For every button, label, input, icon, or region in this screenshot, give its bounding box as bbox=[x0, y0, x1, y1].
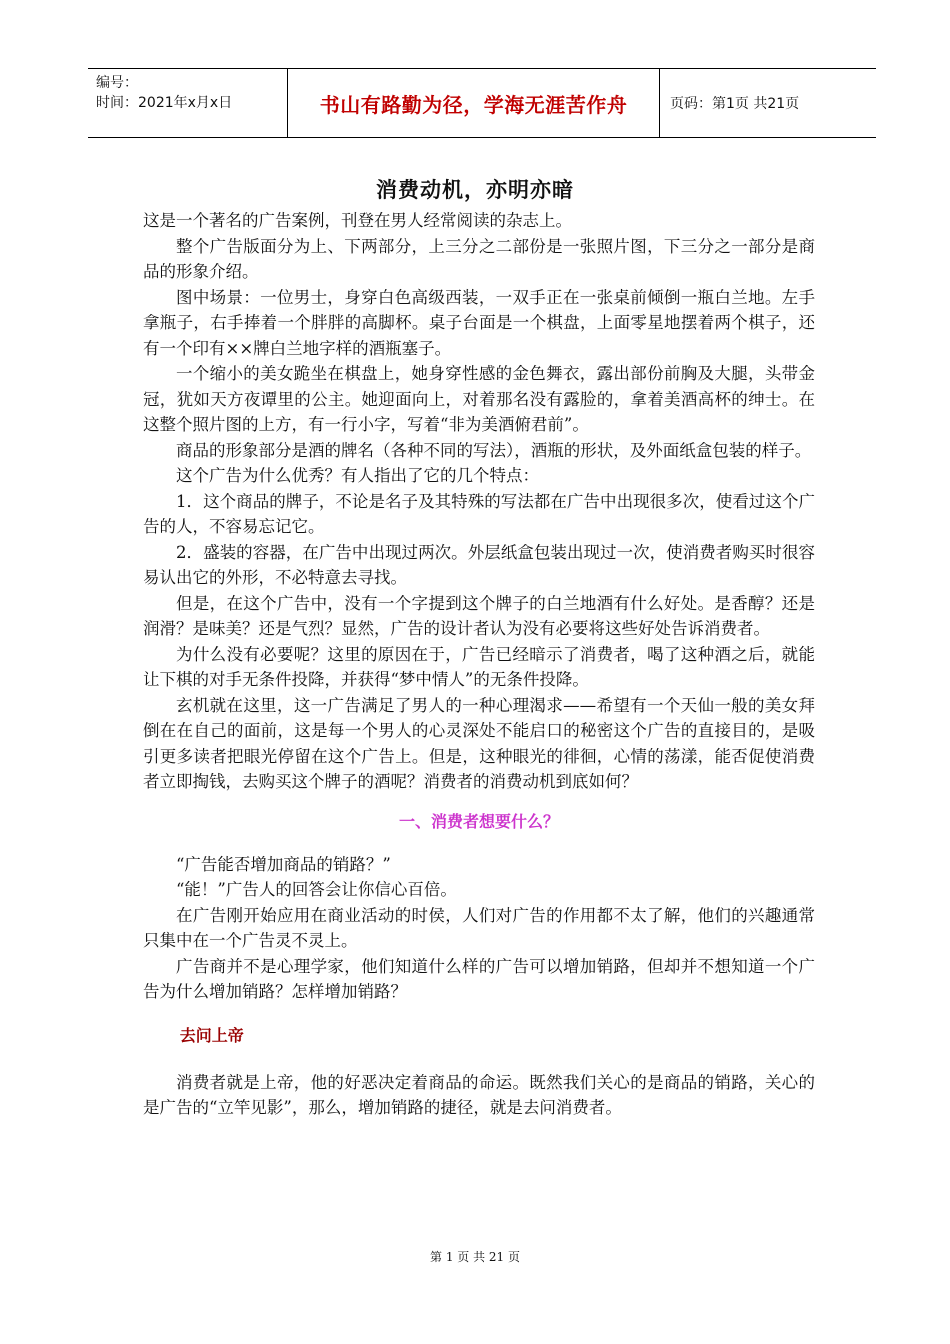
header-time: 时间：2021年x月x日 bbox=[96, 95, 233, 111]
paragraph: 一个缩小的美女跪坐在棋盘上，她身穿性感的金色舞衣，露出部份前胸及大腿，头带金冠，犹如天方夜谭里的公主。她迎面向上，对着那名没有露脸的，拿着美酒高杯的绅士。在这整个照片图的上方，有一行小字，写着“非为美酒俯君前”。 bbox=[143, 364, 815, 434]
page-footer: 第 1 页 共 21 页 bbox=[430, 1250, 520, 1264]
header-page-number: 页码：第1页 共21页 bbox=[670, 96, 800, 112]
paragraph: 但是，在这个广告中，没有一个字提到这个牌子的白兰地酒有什么好处。是香醇？还是润滑？是味美？还是气烈？显然，广告的设计者认为没有必要将这些好处告诉消费者。 bbox=[143, 593, 815, 638]
paragraph: 为什么没有必要呢？这里的原因在于，广告已经暗示了消费者，喝了这种酒之后，就能让下棋的对手无条件投降，并获得“梦中情人”的无条件投降。 bbox=[143, 644, 815, 689]
header-motto: 书山有路勤为径，学海无涯苦作舟 bbox=[287, 69, 660, 137]
section-heading: 一、消费者想要什么？ bbox=[398, 811, 559, 831]
paragraph: 1．这个商品的牌子，不论是名子及其特殊的写法都在广告中出现很多次，使看过这个广告的人，不容易忘记它。 bbox=[143, 491, 815, 536]
header-table bbox=[88, 68, 876, 138]
paragraph: “广告能否增加商品的销路？” bbox=[176, 854, 391, 874]
paragraph: 整个广告版面分为上、下两部分，上三分之二部份是一张照片图，下三分之一部分是商品的形象介绍。 bbox=[143, 236, 815, 281]
paragraph: 在广告刚开始应用在商业活动的时侯，人们对广告的作用都不太了解，他们的兴趣通常只集中在一个广告灵不灵上。 bbox=[143, 905, 815, 950]
paragraph: 消费者就是上帝，他的好恶决定着商品的命运。既然我们关心的是商品的销路，关心的是广告的“立竿见影”，那么，增加销路的捷径，就是去问消费者。 bbox=[143, 1072, 815, 1117]
paragraph: 广告商并不是心理学家，他们知道什么样的广告可以增加销路，但却并不想知道一个广告为什么增加销路？怎样增加销路？ bbox=[143, 956, 815, 1001]
header-number: 编号： bbox=[96, 75, 138, 91]
document-title: 消费动机，亦明亦暗 bbox=[376, 178, 574, 202]
paragraph: 2．盛装的容器，在广告中出现过两次。外层纸盒包装出现过一次，使消费者购买时很容易认出它的外形，不必特意去寻找。 bbox=[143, 542, 815, 587]
paragraph: 商品的形象部分是酒的牌名（各种不同的写法），酒瓶的形状，及外面纸盒包装的样子。 bbox=[176, 440, 812, 460]
paragraph: 这是一个著名的广告案例，刊登在男人经常阅读的杂志上。 bbox=[143, 211, 572, 230]
sub-heading: 去问上帝 bbox=[179, 1025, 244, 1045]
document-body bbox=[143, 208, 815, 1121]
paragraph: “能！”广告人的回答会让你信心百倍。 bbox=[176, 880, 457, 899]
paragraph: 图中场景：一位男士，身穿白色高级西装，一双手正在一张桌前倾倒一瓶白兰地。左手拿瓶子，右手捧着一个胖胖的高脚杯。桌子台面是一个棋盘，上面零星地摆着两个棋子，还有一个印有××牌白兰地字样的酒瓶塞子。 bbox=[143, 287, 815, 358]
paragraph: 玄机就在这里，这一广告满足了男人的一种心理渴求——希望有一个天仙一般的美女拜倒在在自己的面前，这是每一个男人的心灵深处不能启口的秘密这个广告的直接目的，是吸引更多读者把眼光停留在这个广告上。但是，这种眼光的徘徊，心情的荡漾，能否促使消费者立即掏钱，去购买这个牌子的酒呢？消费者的消费动机到底如何？ bbox=[143, 695, 815, 791]
header-info-cell bbox=[88, 69, 287, 137]
paragraph: 这个广告为什么优秀？有人指出了它的几个特点： bbox=[176, 466, 539, 485]
